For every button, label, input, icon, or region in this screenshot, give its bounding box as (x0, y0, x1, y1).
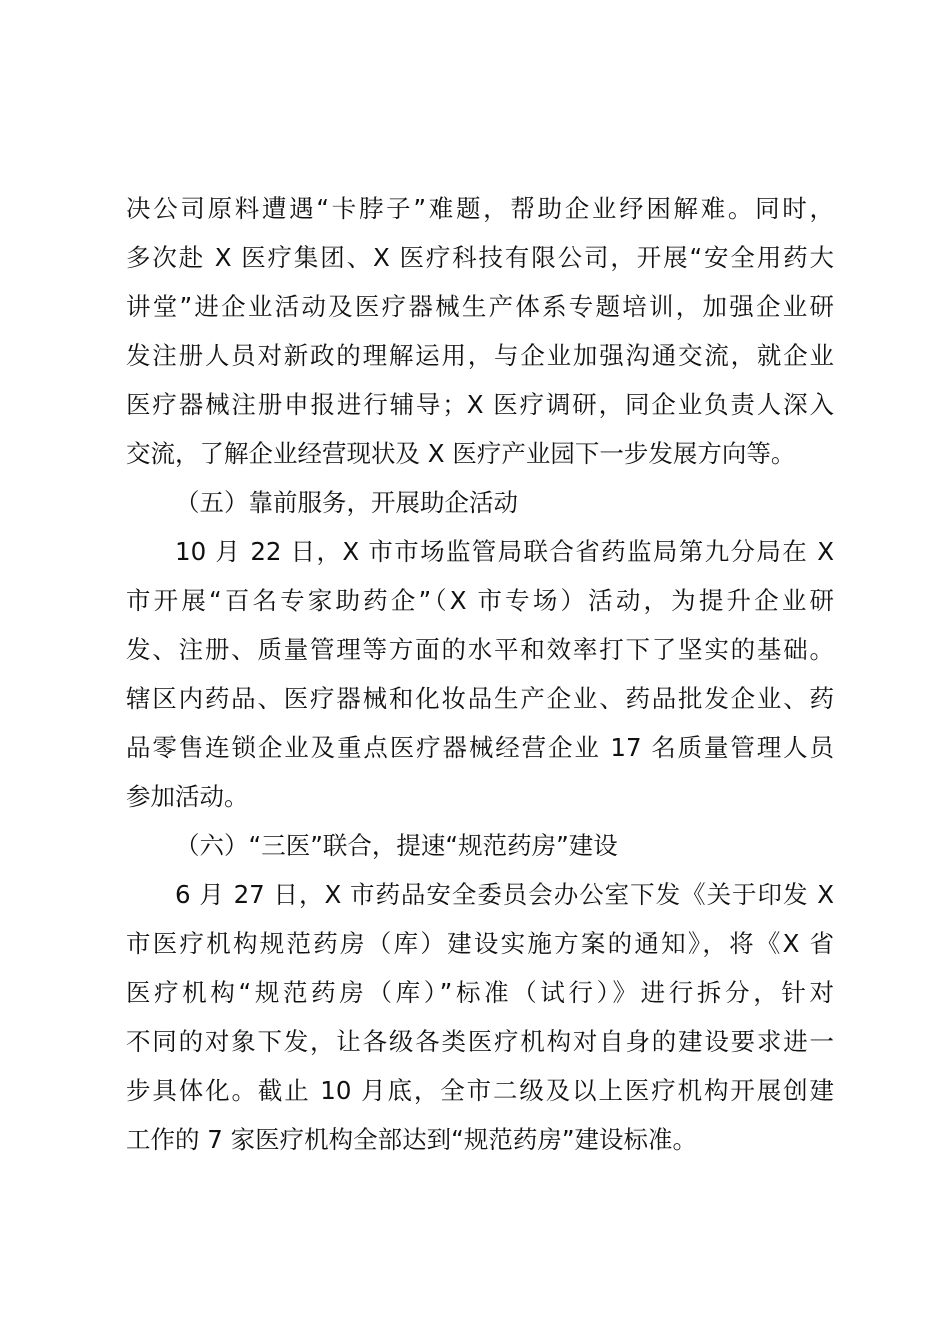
text-line: 工作的 7 家医疗机构全部达到“规范药房”建设标准。 (126, 1125, 698, 1154)
text-line: 市医疗机构规范药房（库）建设实施方案的通知》，将《X 省 (126, 929, 834, 958)
text-line: 多次赴 X 医疗集团、X 医疗科技有限公司，开展“安全用药大 (126, 243, 834, 272)
text-line: 市开展“百名专家助药企”（X 市专场）活动，为提升企业研 (126, 586, 834, 615)
text-line: 6 月 27 日，X 市药品安全委员会办公室下发《关于印发 X (175, 880, 834, 909)
text-line: 医疗机构“规范药房（库）”标准（试行）》进行拆分，针对 (126, 978, 834, 1007)
text-line: 讲堂”进企业活动及医疗器械生产体系专题培训，加强企业研 (126, 292, 834, 321)
text-line: 发注册人员对新政的理解运用，与企业加强沟通交流，就企业 (126, 341, 834, 370)
text-line: 决公司原料遭遇“卡脖子”难题，帮助企业纾困解难。同时， (126, 194, 834, 223)
paragraph-2 (126, 527, 834, 821)
paragraph-3 (126, 870, 834, 1164)
text-line: 发、注册、质量管理等方面的水平和效率打下了坚实的基础。 (126, 635, 834, 664)
document-body (126, 184, 834, 1164)
section-heading-6: （六）“三医”联合，提速“规范药房”建设 (175, 831, 618, 860)
section-heading-5: （五）靠前服务，开展助企活动 (175, 488, 518, 517)
text-line: 不同的对象下发，让各级各类医疗机构对自身的建设要求进一 (126, 1027, 834, 1056)
paragraph-1 (126, 184, 834, 478)
text-line: 品零售连锁企业及重点医疗器械经营企业 17 名质量管理人员 (126, 733, 834, 762)
text-line: 交流，了解企业经营现状及 X 医疗产业园下一步发展方向等。 (126, 439, 796, 468)
text-line: 10 月 22 日，X 市市场监管局联合省药监局第九分局在 X (175, 537, 834, 566)
text-line: 医疗器械注册申报进行辅导；X 医疗调研，同企业负责人深入 (126, 390, 834, 419)
text-line: 步具体化。截止 10 月底，全市二级及以上医疗机构开展创建 (126, 1076, 834, 1105)
text-line: 参加活动。 (126, 782, 249, 811)
text-line: 辖区内药品、医疗器械和化妆品生产企业、药品批发企业、药 (126, 684, 834, 713)
